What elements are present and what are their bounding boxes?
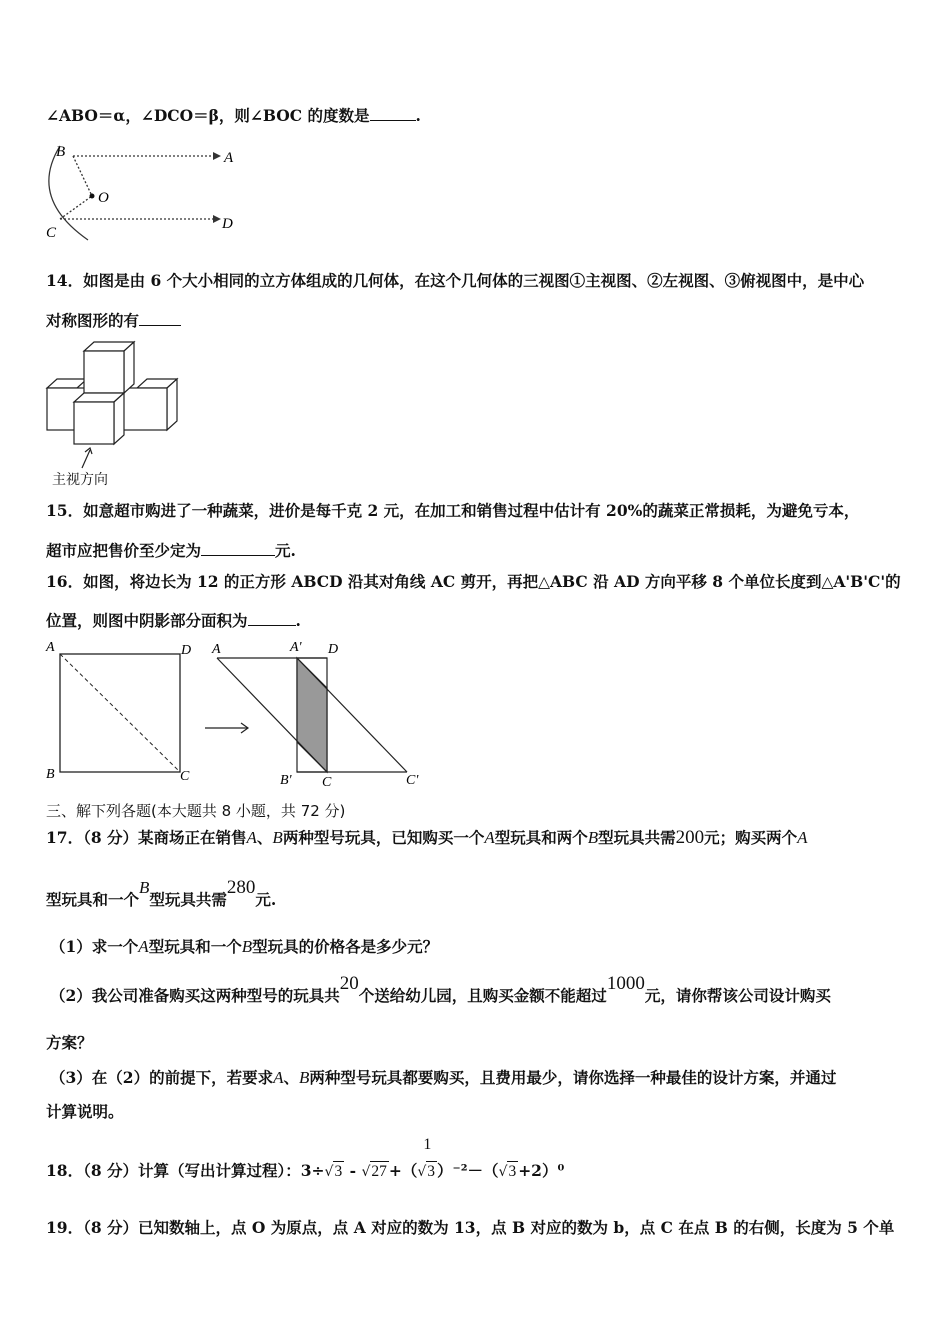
label-D: D [181,643,192,658]
answer-blank [139,311,181,326]
label-A: A [46,640,55,655]
label-A: A [224,150,234,166]
answer-blank [248,611,296,626]
q18-expression: 18．（8 分）计算（写出计算过程）：3÷√3 - √27 +（ 1 √3 ）⁻²－（√3 +2）⁰ [46,1136,565,1180]
q13-text: ∠ABO＝α，∠DCO＝β，则∠BOC 的度数是 . [46,106,421,125]
q19-line1: 19．（8 分）已知数轴上，点 O 为原点，点 A 对应的数为 13，点 B 对应的数为 b，点 C 在点 B 的右侧，长度为 5 个单 [46,1218,895,1237]
label-O: O [98,190,109,206]
q16-figure [40,636,440,792]
label-C: C [180,769,190,784]
label-B-prime: B' [280,773,292,788]
q16-line2: 位置，则图中阴影部分面积为 . [46,611,301,630]
q17-part3-cont: 计算说明。 [46,1102,124,1121]
label-A: A [212,642,221,657]
q17-part2: （2）我公司准备购买这两种型号的玩具共20个送给幼儿园，且购买金额不能超过1000元，请你帮该公司设计购买 [50,973,831,1005]
q17-part2-cont: 方案？ [46,1033,93,1052]
label-B: B [56,144,66,160]
view-direction-caption: 主视方向 [52,472,108,488]
q17-line2: 型玩具和一个B型玩具共需280元. [46,877,277,909]
label-C-prime: C' [406,773,419,788]
q15-line2: 超市应把售价至少定为 元. [46,541,296,560]
q17-part3: （3）在（2）的前提下，若要求A、B两种型号玩具都要购买，且费用最少，请你选择一种最佳的设计方案，并通过 [50,1068,837,1087]
q14-line1: 14．如图是由 6 个大小相同的立方体组成的几何体，在这个几何体的三视图①主视图、②左视图、③俯视图中，是中心 [46,271,865,290]
q14-cube-figure [42,338,192,488]
label-B: B [46,767,55,782]
label-D: D [328,642,339,657]
label-D: D [222,216,233,232]
q16-line1: 16．如图，将边长为 12 的正方形 ABCD 沿其对角线 AC 剪开，再把△ABC 沿 AD 方向平移 8 个单位长度到△A'B'C'的 [46,572,901,591]
section-heading: 三、解下列各题(本大题共 8 小题，共 72 分) [46,802,346,820]
label-A-prime: A' [290,640,302,655]
answer-blank [201,541,275,556]
q17-part1: （1）求一个A型玩具和一个B型玩具的价格各是多少元？ [50,937,439,956]
q13-figure [38,138,248,248]
label-C: C [46,225,57,241]
q17-line1: 17．（8 分）某商场正在销售A、B两种型号玩具，已知购买一个A型玩具和两个B型玩具共需200元；购买两个A [46,827,808,848]
fraction: 1 √3 [417,1136,436,1180]
q14-line2: 对称图形的有 [46,311,181,329]
q15-line1: 15．如意超市购进了一种蔬菜，进价是每千克 2 元，在加工和销售过程中估计有 20%的蔬菜正常损耗，为避免亏本， [46,501,860,520]
answer-blank [370,106,416,121]
label-C: C [322,775,332,790]
